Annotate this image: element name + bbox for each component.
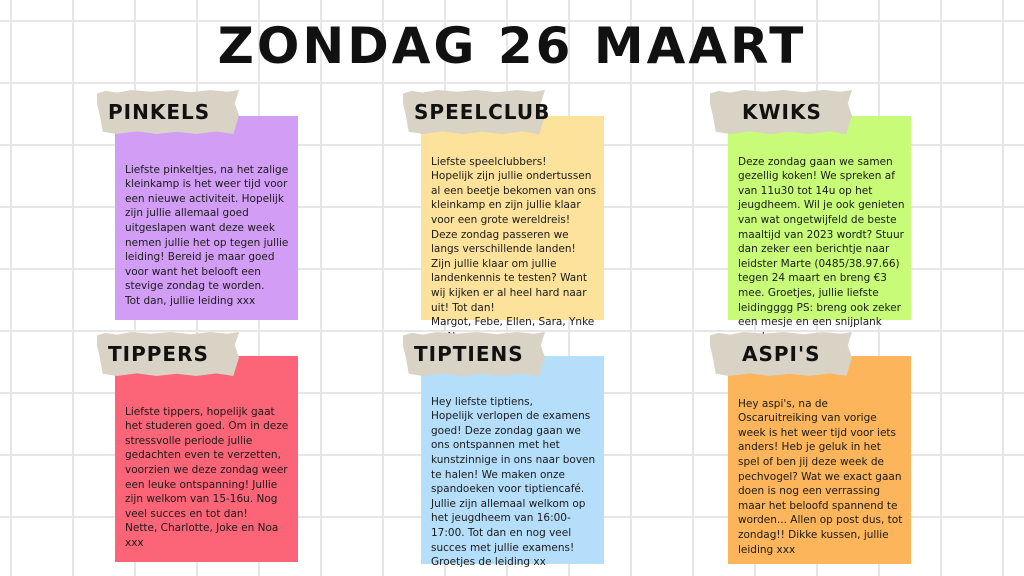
card-label: TIPTIENS	[414, 342, 524, 366]
card-label: KWIKS	[742, 100, 822, 124]
page-title: ZONDAG 26 MAART	[217, 17, 807, 75]
note-text: Hey liefste tiptiens, Hopelijk verlopen de examens goed! Deze zondag gaan we ons ontspannen met het kunstzinnige in ons naar boven te halen! We maken onze spandoeken voor tiptiencafé. Jullie zijn allemaal welkom op het jeugdheem van 16:00-17:00. Tot dan en nog veel succes met jullie examens! Groetjes de leiding xx	[431, 395, 596, 569]
note-text: Deze zondag gaan we samen gezellig koken! We spreken af van 11u30 tot 14u op het jeugdheem. Wil je ook genieten van wat ongetwijfeld de beste maaltijd van 2023 wordt? Stuur dan zeker een berichtje naar leidster Marte (0485/38.97.66) tegen 24 maart en breng €3 mee. Groetjes, jullie liefste leidingggg PS: breng ook zeker een mesje en een snijplank	[738, 155, 905, 329]
note-text: Liefste pinkeltjes, na het zalige kleinkamp is het weer tijd voor een nieuwe activiteit. Hopelijk zijn jullie allemaal goed uitgeslapen want deze week nemen jullie het op tegen jullie leiding! Bereid je maar goed voor want het belooft een stevige zondag te worden. Tot dan, jullie leiding xxx	[125, 163, 289, 307]
card-label: SPEELCLUB	[414, 100, 551, 124]
card-label: TIPPERS	[108, 342, 209, 366]
note-speelclub	[421, 116, 604, 329]
note-kwiks	[728, 116, 911, 329]
note-pinkels	[115, 116, 298, 320]
note-aspis	[728, 356, 911, 564]
note-text: Hey aspi's, na de Oscaruitreiking van vorige week is het weer tijd voor iets anders! Heb je geluk in het spel of ben jij deze week de pechvogel? Wat we exact gaan doen is nog een verrassing maar het beloofd spannend te worden... Allen op post dus, tot zondag!! Dikke kussen, jullie leiding xxx	[738, 397, 903, 556]
card-label: PINKELS	[108, 100, 211, 124]
note-text: Liefste tippers, hopelijk gaat het studeren goed. Om in deze stressvolle periode jullie gedachten even te verzetten, voorzien we deze zondag weer een leuke ontspanning! Jullie zijn welkom van 15-16u. Nog veel succes en tot dan! Nette, Charlotte, Joke en Noa xxx	[125, 405, 289, 549]
note-tiptiens	[421, 356, 604, 569]
card-label: ASPI'S	[742, 342, 821, 366]
note-text: Liefste speelclubbers! Hopelijk zijn jullie ondertussen al een beetje bekomen van ons kleinkamp en zijn jullie klaar voor een grote wereldreis! Deze zondag passeren we langs verschillende landen! Zijn jullie klaar om jullie landenkennis te testen? Want wij kijken er al heel hard naar uit! Tot dan! Margot, Febe, Ellen, Sara, Ynke	[431, 155, 597, 329]
note-tippers	[115, 356, 298, 562]
